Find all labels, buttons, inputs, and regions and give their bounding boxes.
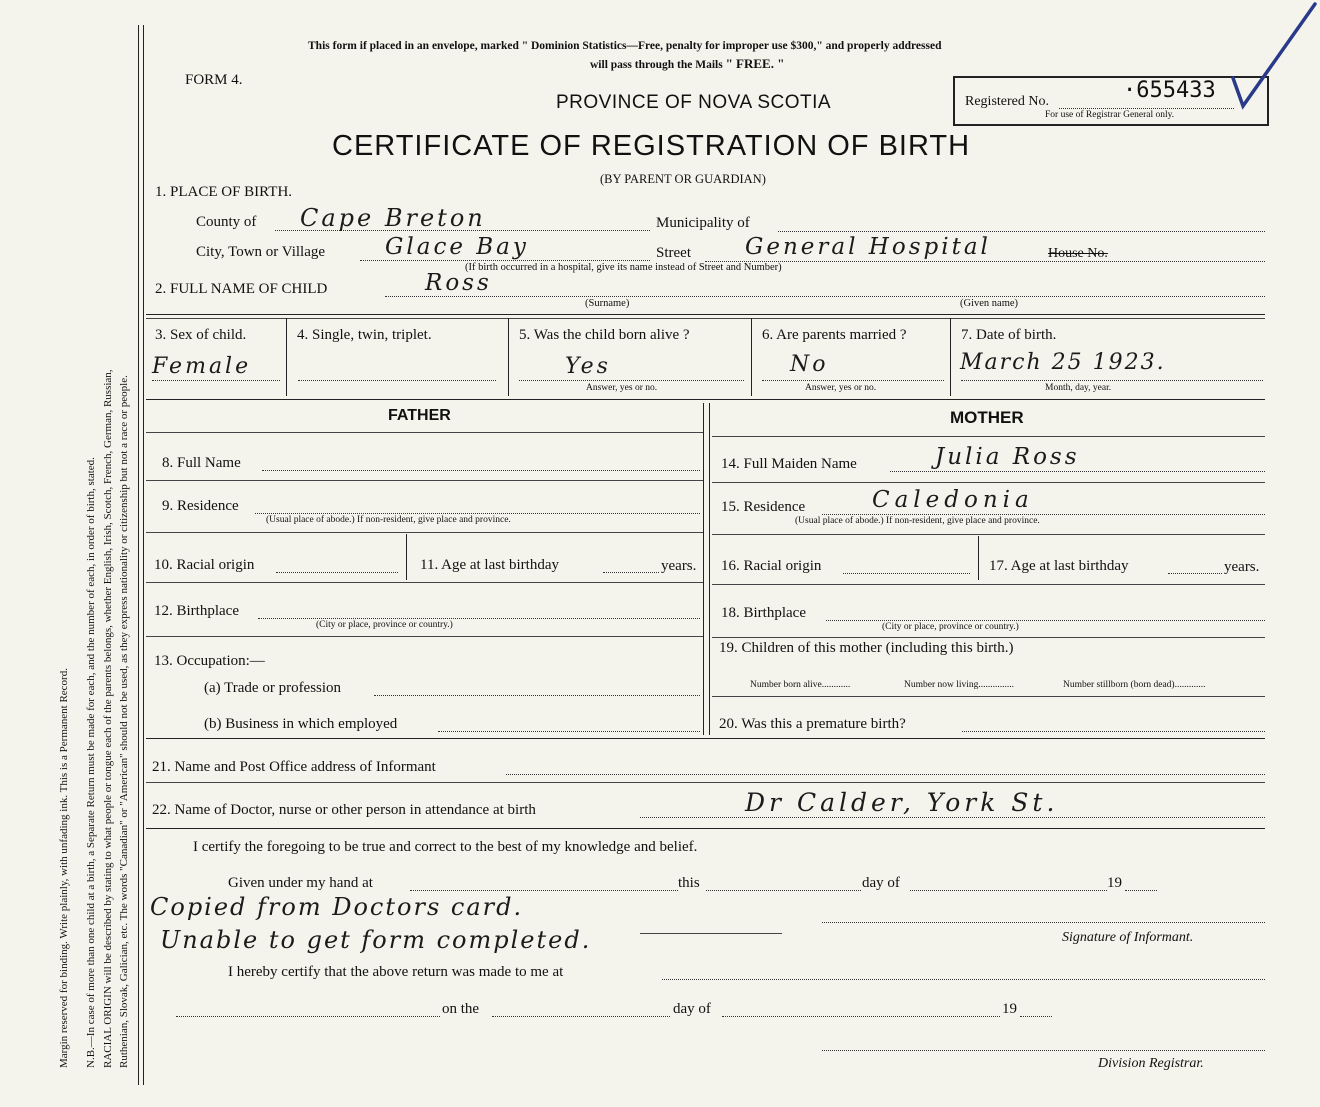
father-heading: FATHER <box>388 407 451 424</box>
born-alive-value: Yes <box>565 354 611 379</box>
informant-label: 21. Name and Post Office address of Informant <box>152 759 436 775</box>
father-name-label: 8. Full Name <box>162 455 241 471</box>
trade-label: (a) Trade or profession <box>204 680 342 696</box>
checkmark-icon <box>1225 0 1320 115</box>
born-alive-label: 5. Was the child born alive ? <box>519 327 690 343</box>
doctor-label: 22. Name of Doctor, nurse or other person in attendance at birth <box>152 802 536 818</box>
mother-maiden-label: 14. Full Maiden Name <box>721 456 857 472</box>
mother-age-label: 17. Age at last birthday <box>989 558 1129 574</box>
street-label: Street <box>656 245 691 261</box>
father-residence-caption: (Usual place of abode.) If non-resident, give place and province. <box>266 515 511 525</box>
registrar-year-prefix: 19 <box>1002 1001 1017 1017</box>
dob-caption: Month, day, year. <box>1045 383 1112 393</box>
municipality-label: Municipality of <box>656 215 750 231</box>
child-surname-value: Ross <box>425 270 492 296</box>
father-age-years: years. <box>661 558 697 574</box>
father-racial-label: 10. Racial origin <box>154 557 255 573</box>
given-name-caption: (Given name) <box>960 298 1019 309</box>
date-of-birth-value: March 25 1923. <box>960 350 1166 375</box>
city-label: City, Town or Village <box>196 244 326 260</box>
given-year-prefix: 19 <box>1107 875 1122 891</box>
plurality-label: 4. Single, twin, triplet. <box>297 327 432 343</box>
mother-racial-label: 16. Racial origin <box>721 558 822 574</box>
father-residence-label: 9. Residence <box>162 498 239 514</box>
answer-caption-married: Answer, yes or no. <box>805 383 877 393</box>
registered-box <box>953 76 1269 126</box>
mother-residence-label: 15. Residence <box>721 499 806 515</box>
margin-rule <box>138 25 139 1085</box>
father-birthplace-caption: (City or place, province or country.) <box>316 620 453 630</box>
form-number: FORM 4. <box>185 72 243 88</box>
street-value: General Hospital <box>745 234 991 260</box>
premature-label: 20. Was this a premature birth? <box>719 716 906 732</box>
document-subtitle: (BY PARENT OR GUARDIAN) <box>600 172 766 186</box>
mother-age-years: years. <box>1224 559 1260 575</box>
business-label: (b) Business in which employed <box>204 716 398 732</box>
answer-caption-alive: Answer, yes or no. <box>586 383 658 393</box>
registrar-note: For use of Registrar General only. <box>1045 110 1175 120</box>
postal-notice: This form if placed in an envelope, marked " Dominion Statistics—Free, penalty for improper use $300," and properly addressed <box>308 40 942 52</box>
mother-maiden-value: Julia Ross <box>935 444 1080 470</box>
parents-married-label: 6. Are parents married ? <box>762 327 907 343</box>
county-label: County of <box>196 214 257 230</box>
date-of-birth-label: 7. Date of birth. <box>961 327 1057 343</box>
doctor-value: Dr Calder, York St. <box>745 788 1059 817</box>
mother-heading: MOTHER <box>950 408 1024 427</box>
day-of-label: day of <box>862 875 900 891</box>
margin-note-1: Margin reserved for binding. Write plainly, with unfading ink. This is a Permanent Record. <box>58 668 70 1068</box>
mother-birthplace-label: 18. Birthplace <box>721 605 806 621</box>
occupation-label: 13. Occupation:— <box>154 653 265 669</box>
province-heading: PROVINCE OF NOVA SCOTIA <box>556 92 832 113</box>
registered-label: Registered No. <box>965 94 1049 109</box>
signature-informant-caption: Signature of Informant. <box>1062 930 1194 945</box>
certify-statement: I certify the foregoing to be true and correct to the best of my knowledge and belief. <box>193 839 698 855</box>
father-birthplace-label: 12. Birthplace <box>154 603 239 619</box>
margin-rule-inner <box>143 25 144 1085</box>
registrar-statement: I hereby certify that the above return was made to me at <box>228 964 564 980</box>
registered-number: ·655433 <box>1123 78 1216 103</box>
house-label: House No. <box>1048 246 1108 261</box>
given-under-label: Given under my hand at <box>228 875 373 891</box>
parents-married-value: No <box>790 352 829 377</box>
mother-birthplace-caption: (City or place, province or country.) <box>882 622 1019 632</box>
surname-caption: (Surname) <box>585 298 630 309</box>
sex-label: 3. Sex of child. <box>155 327 247 343</box>
margin-note-2: N.B.—In case of more than one child at a birth, a Separate Return must be made for each, and the number of each, in order of birth, stated. <box>85 457 97 1068</box>
county-value: Cape Breton <box>300 204 486 232</box>
division-registrar-caption: Division Registrar. <box>1098 1056 1204 1071</box>
now-living-count-label: Number now living............... <box>904 680 1015 690</box>
registrar-day-of-label: day of <box>673 1001 711 1017</box>
document-title: CERTIFICATE OF REGISTRATION OF BIRTH <box>332 130 971 162</box>
postal-notice-2: will pass through the Mails " FREE. " <box>590 56 785 71</box>
on-the-label: on the <box>442 1001 480 1017</box>
children-of-mother-label: 19. Children of this mother (including this birth.) <box>719 640 1014 656</box>
born-alive-count-label: Number born alive............ <box>750 680 851 690</box>
this-label: this <box>678 875 700 891</box>
mother-residence-value: Caledonia <box>872 487 1034 513</box>
handwritten-note-2: Unable to get form completed. <box>160 926 592 954</box>
sex-value: Female <box>152 354 252 379</box>
hospital-note: (If birth occurred in a hospital, give its name instead of Street and Number) <box>465 262 782 273</box>
place-of-birth-heading: 1. PLACE OF BIRTH. <box>155 184 293 200</box>
father-age-label: 11. Age at last birthday <box>420 557 559 573</box>
city-value: Glace Bay <box>385 234 529 260</box>
handwritten-note-1: Copied from Doctors card. <box>150 893 524 921</box>
margin-note-4: Ruthenian, Slovak, Galician, etc. The words "Canadian" or "American" should not be used, as they express nationality or citizenship but not a race or people. <box>118 375 130 1068</box>
mother-residence-caption: (Usual place of abode.) If non-resident, give place and province. <box>795 516 1040 526</box>
child-name-label: 2. FULL NAME OF CHILD <box>155 281 328 297</box>
margin-note-3: RACIAL ORIGIN will be described by stating to what people or tongue each of the parents belongs, whether English, Irish, Scotch, French, German, Russian, <box>102 369 114 1068</box>
stillborn-count-label: Number stillborn (born dead)............. <box>1063 680 1206 690</box>
